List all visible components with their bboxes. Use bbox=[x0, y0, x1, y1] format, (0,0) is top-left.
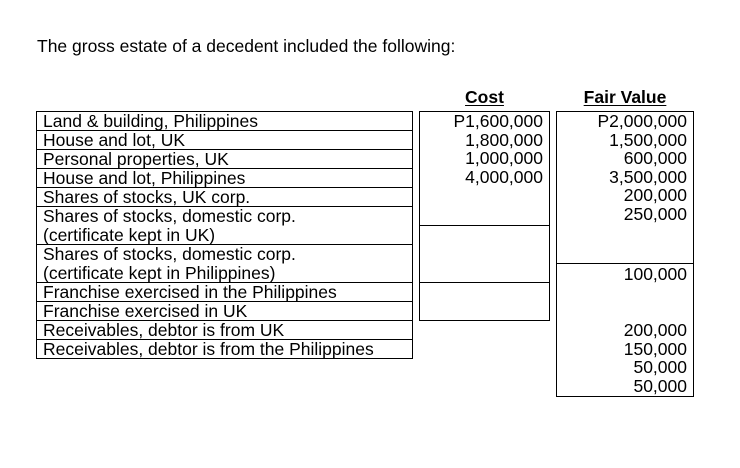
fair-value-box bbox=[556, 111, 694, 397]
item-line: Shares of stocks, domestic corp. bbox=[43, 206, 296, 226]
cost-empty-cell bbox=[419, 282, 550, 321]
fair-value-stack-2 bbox=[624, 265, 687, 284]
fair-value-stack-3 bbox=[624, 321, 687, 395]
fair-value-column bbox=[556, 85, 694, 397]
item-cell: House and lot, UK bbox=[36, 130, 413, 150]
cost-values-box bbox=[419, 111, 550, 283]
item-cell: Receivables, debtor is from UK bbox=[36, 320, 413, 340]
item-cell: House and lot, Philippines bbox=[36, 168, 413, 188]
cost-value: 1,000,000 bbox=[465, 148, 543, 169]
fair-value: 1,500,000 bbox=[609, 129, 687, 150]
cost-header: Cost bbox=[465, 87, 504, 107]
row-divider bbox=[556, 263, 694, 264]
cost-column bbox=[419, 85, 550, 321]
item-cell bbox=[36, 244, 413, 283]
item-cell: Personal properties, UK bbox=[36, 149, 413, 169]
item-cell bbox=[36, 206, 413, 245]
item-cell: Land & building, Philippines bbox=[36, 111, 413, 131]
fair-value: 250,000 bbox=[623, 203, 687, 224]
item-line-2: (certificate kept in UK) bbox=[43, 224, 216, 245]
fair-value: 50,000 bbox=[633, 375, 687, 396]
fair-value: 100,000 bbox=[623, 264, 687, 284]
item-cell: Franchise exercised in UK bbox=[36, 301, 413, 321]
cost-value: P1,600,000 bbox=[453, 111, 543, 131]
item-line: Shares of stocks, domestic corp. bbox=[43, 244, 296, 264]
fair-value: 600,000 bbox=[623, 148, 687, 169]
item-line-2: (certificate kept in Philippines) bbox=[43, 262, 276, 283]
fair-value: 3,500,000 bbox=[609, 166, 687, 187]
fair-value: 200,000 bbox=[623, 185, 687, 206]
row-divider bbox=[419, 225, 550, 226]
items-column bbox=[36, 111, 413, 359]
fair-value: 200,000 bbox=[623, 320, 687, 340]
fair-value: 150,000 bbox=[623, 338, 687, 359]
cost-stack bbox=[453, 112, 543, 186]
fair-value: P2,000,000 bbox=[597, 111, 687, 131]
item-cell: Shares of stocks, UK corp. bbox=[36, 187, 413, 207]
cost-value: 1,800,000 bbox=[465, 129, 543, 150]
item-cell: Receivables, debtor is from the Philippines bbox=[36, 339, 413, 359]
cost-value: 4,000,000 bbox=[465, 166, 543, 187]
intro-text: The gross estate of a decedent included the following: bbox=[37, 36, 456, 56]
fair-value-stack bbox=[597, 112, 687, 224]
fair-value: 50,000 bbox=[633, 357, 687, 378]
fair-value-header: Fair Value bbox=[583, 87, 667, 107]
item-cell: Franchise exercised in the Philippines bbox=[36, 282, 413, 302]
